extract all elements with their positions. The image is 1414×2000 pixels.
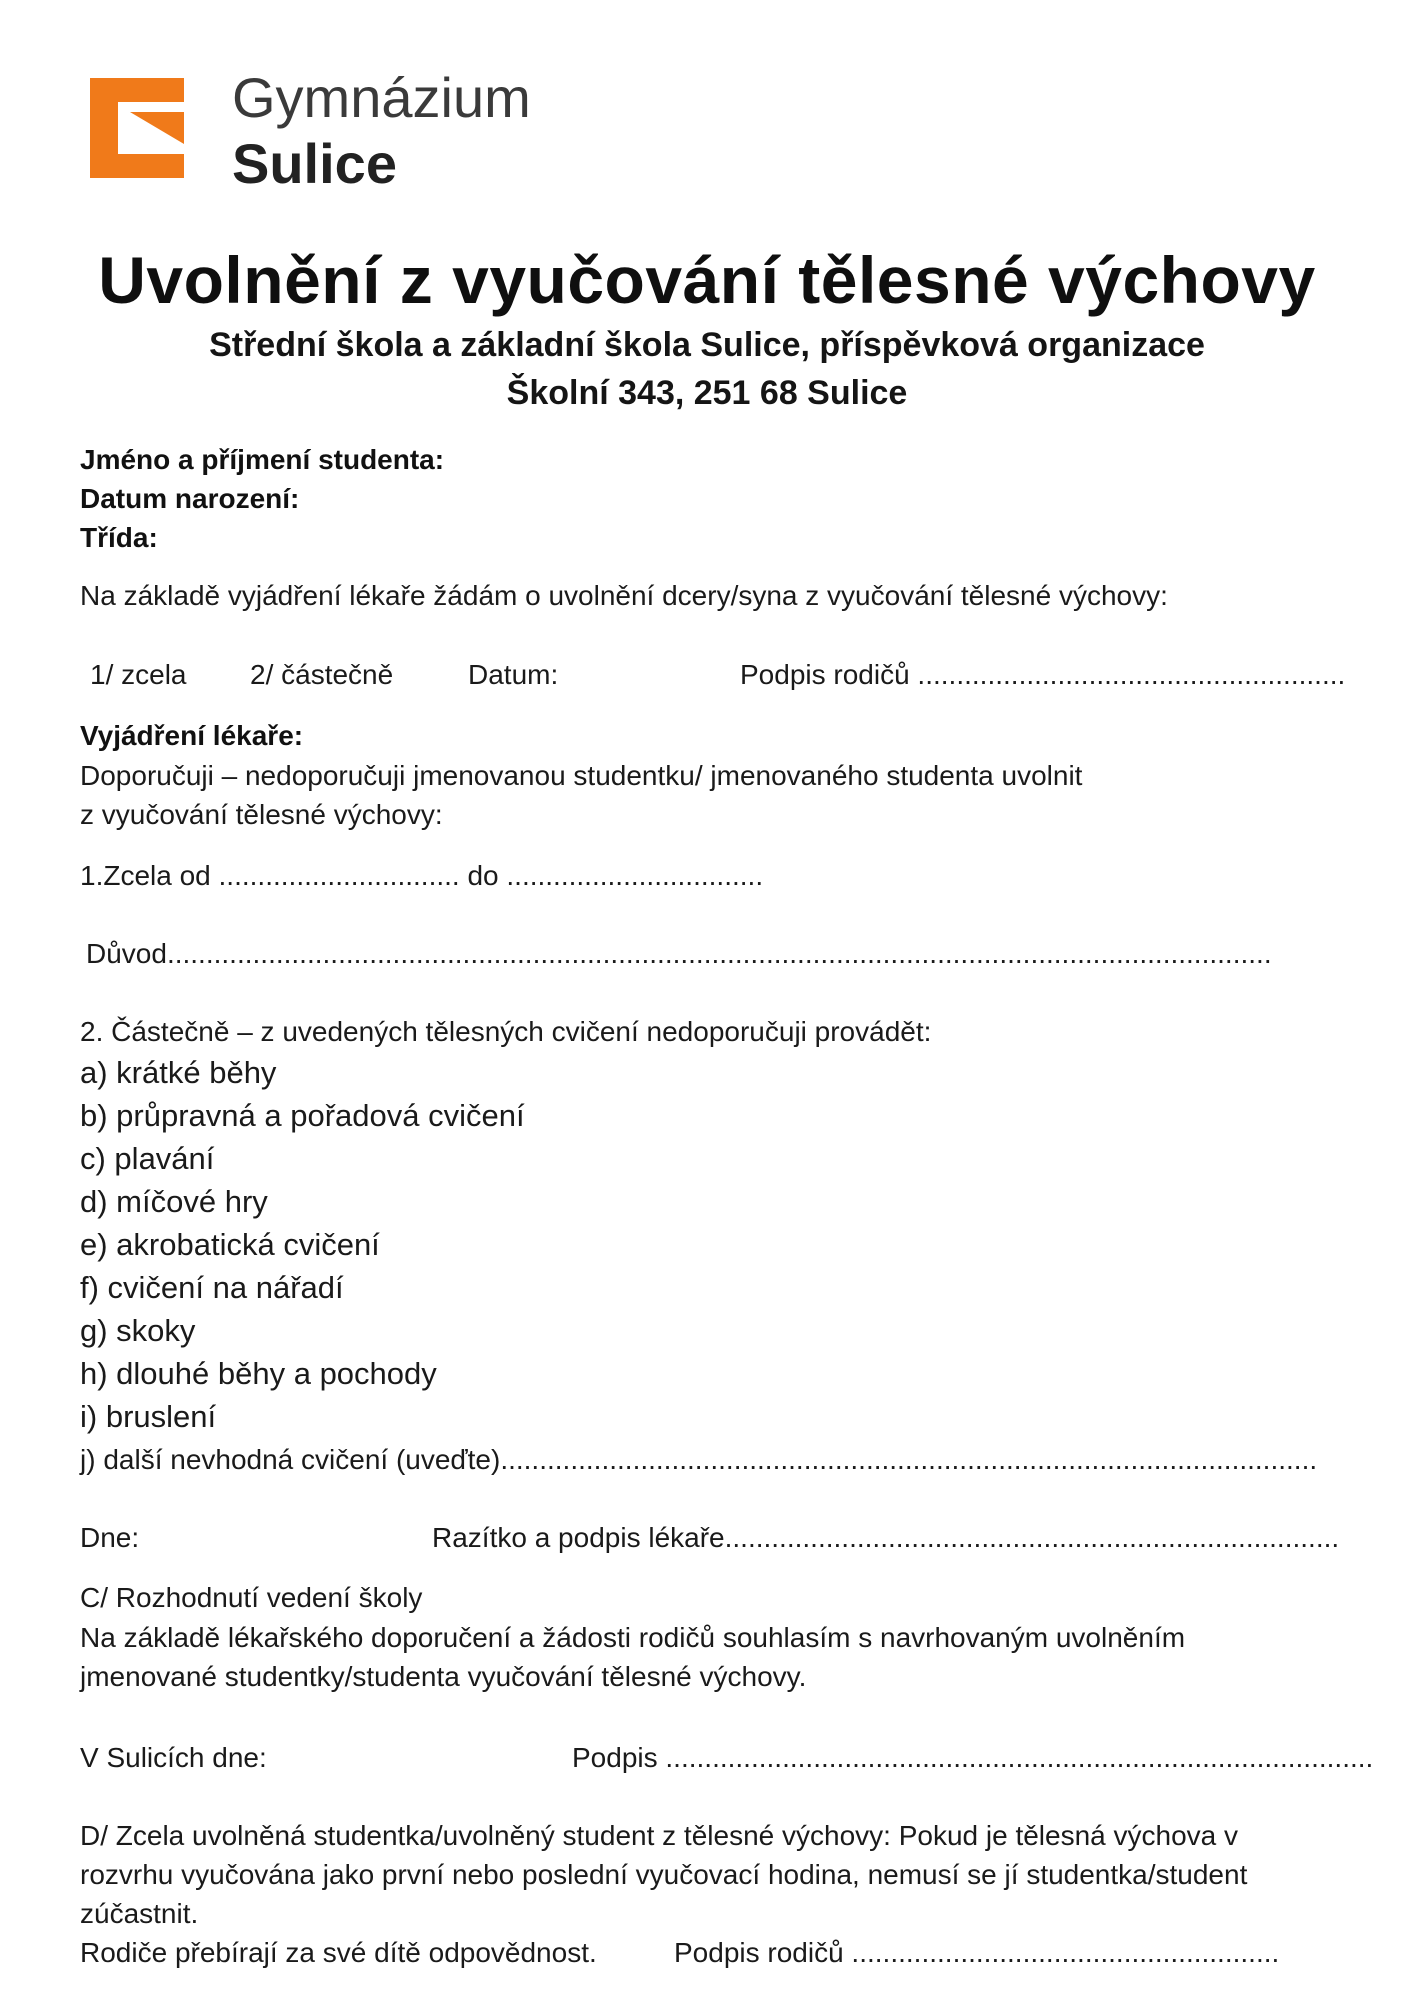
other-exercises-line: j) další nevhodná cvičení (uveďte)......................................................................................................... [80,1444,1318,1475]
parent-request-text: Na základě vyjádření lékaře žádám o uvolnění dcery/syna z vyučování tělesné výchovy: [80,580,1168,611]
parent-signature-line: Podpis rodičů ....................................................... [740,659,1346,690]
school-logo-icon [80,72,194,184]
logo-line2: Sulice [232,132,397,195]
decision-text-line2: jmenované studentky/studenta vyučování tělesné výchovy. [80,1661,807,1692]
doctor-text-line2: z vyučování tělesné výchovy: [80,799,443,830]
student-dob-label: Datum narození: [80,483,300,514]
exercise-item: i) bruslení [80,1399,217,1434]
doctor-heading: Vyjádření lékaře: [80,720,304,751]
option-partially: 2/ částečně [250,659,394,690]
logo-line1: Gymnázium [232,66,531,129]
exercise-item: f) cvičení na nářadí [80,1270,344,1305]
note-line1: D/ Zcela uvolněná studentka/uvolněný student z tělesné výchovy: Pokud je tělesná výchova v [80,1820,1239,1851]
school-address: Školní 343, 251 68 Sulice [506,374,908,412]
exercise-item: c) plavání [80,1141,215,1176]
note-line2: rozvrhu vyučována jako první nebo poslední vyučovací hodina, nemusí se jí studentka/student [80,1859,1248,1890]
decision-text-line1: Na základě lékařského doporučení a žádosti rodičů souhlasím s navrhovaným uvolněním [80,1622,1186,1653]
doctor-stamp-signature-line: Razítko a podpis lékaře............................................................................... [432,1522,1340,1553]
exercise-item: b) průpravná a pořadová cvičení [80,1098,525,1133]
partial-heading: 2. Částečně – z uvedených tělesných cvičení nedoporučuji provádět: [80,1016,932,1047]
decision-heading: C/ Rozhodnutí vedení školy [80,1582,423,1613]
doctor-text-line1: Doporučuji – nedoporučuji jmenovanou studentku/ jmenovaného studenta uvolnit [80,760,1083,791]
full-exemption-line: 1.Zcela od ............................... do ................................. [80,860,764,891]
student-name-label: Jméno a příjmení studenta: [80,444,445,475]
exercise-item: a) krátké běhy [80,1055,277,1090]
reason-line: Důvod.............................................................................................................................................. [86,938,1272,969]
decision-signature-line: Podpis ........................................................................................... [572,1742,1374,1773]
doctor-date-label: Dne: [80,1522,140,1553]
exercise-item: d) míčové hry [80,1184,268,1219]
parent-responsibility-text: Rodiče přebírají za své dítě odpovědnost. [80,1937,597,1968]
student-class-label: Třída: [80,522,158,553]
exercise-item: h) dlouhé běhy a pochody [80,1356,437,1391]
document-title: Uvolnění z vyučování tělesné výchovy [98,243,1316,317]
request-date-label: Datum: [468,659,559,690]
note-parent-signature-line: Podpis rodičů ....................................................... [674,1937,1280,1968]
option-fully: 1/ zcela [90,659,187,690]
school-name: Střední škola a základní škola Sulice, příspěvková organizace [209,326,1205,364]
exercise-item: g) skoky [80,1313,196,1348]
decision-place-date-label: V Sulicích dne: [80,1742,267,1773]
exercise-item: e) akrobatická cvičení [80,1227,380,1262]
note-line3: zúčastnit. [80,1898,199,1929]
